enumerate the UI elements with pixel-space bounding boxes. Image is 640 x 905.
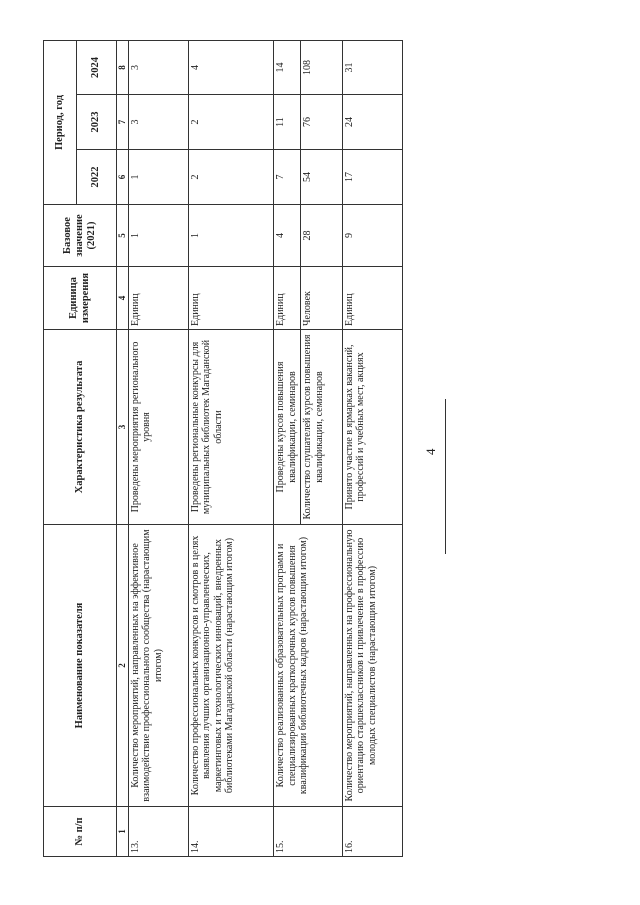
- table-row: [188, 40, 273, 856]
- table-row: [342, 40, 402, 856]
- value-2023: 24: [342, 95, 402, 150]
- divider-line: [445, 399, 446, 554]
- column-index: 3: [116, 330, 128, 525]
- indicator-name: Количество реализованных образовательных программ и специализированных краткосрочных курсов повышения квалификации библиотечных кадров (нарастающим итогом): [274, 525, 343, 807]
- value-2023: 3: [128, 95, 188, 150]
- unit: Единиц: [128, 267, 188, 330]
- header-base: Базовое значение (2021): [44, 205, 117, 267]
- result-description: Количество слушателей курсов повышения квалификации, семинаров: [301, 330, 343, 525]
- result-description: Проведены курсов повышения квалификации, семинаров: [274, 330, 301, 525]
- column-index: 8: [116, 40, 128, 94]
- header-num: № п/п: [44, 807, 117, 857]
- value-2023: 11: [274, 95, 301, 150]
- indicators-table: [43, 40, 403, 857]
- header-unit: Единица измерения: [44, 267, 117, 330]
- value-2024: 14: [274, 40, 301, 94]
- header-result: Характеристика результата: [44, 330, 117, 525]
- unit: Единиц: [342, 267, 402, 330]
- base-value: 1: [188, 205, 273, 267]
- header-year-2024: 2024: [77, 40, 117, 94]
- column-index: 2: [116, 525, 128, 807]
- header-name: Наименование показателя: [44, 525, 117, 807]
- value-2024: 4: [188, 40, 273, 94]
- indicator-name: Количество мероприятий, направленных на профессиональную ориентацию старшеклассников и привлечение в профессию молодых специалистов (нарастающим итогом): [342, 525, 402, 807]
- column-index: 1: [116, 807, 128, 857]
- unit: Человек: [301, 267, 343, 330]
- header-year-2022: 2022: [77, 150, 117, 205]
- unit: Единиц: [274, 267, 301, 330]
- indicator-name: Количество профессиональных конкурсов и смотров в целях выявления лучших организационно-управленческих, маркетинговых и технологических инноваций, внедренных библиотеками Магаданской области (нарастающим итогом): [188, 525, 273, 807]
- table-row: [128, 40, 188, 856]
- indicator-name: Количество мероприятий, направленных на эффективное взаимодействие профессионального сообщества (нарастающим итогом): [128, 525, 188, 807]
- base-value: 1: [128, 205, 188, 267]
- value-2022: 7: [274, 150, 301, 205]
- column-index: 7: [116, 95, 128, 150]
- value-2024: 31: [342, 40, 402, 94]
- header-period: Период, год: [44, 40, 77, 204]
- base-value: 4: [274, 205, 301, 267]
- value-2022: 2: [188, 150, 273, 205]
- header-year-2023: 2023: [77, 95, 117, 150]
- value-2024: 108: [301, 40, 343, 94]
- row-number: 14.: [188, 807, 273, 857]
- unit: Единиц: [188, 267, 273, 330]
- value-2023: 76: [301, 95, 343, 150]
- base-value: 28: [301, 205, 343, 267]
- value-2023: 2: [188, 95, 273, 150]
- row-number: 15.: [274, 807, 343, 857]
- rotated-page: [43, 41, 438, 857]
- result-description: Проведены региональные конкурсы для муниципальных библиотек Магаданской области: [188, 330, 273, 525]
- value-2024: 3: [128, 40, 188, 94]
- row-number: 16.: [342, 807, 402, 857]
- column-index: 4: [116, 267, 128, 330]
- result-description: Проведены мероприятия регионального уровня: [128, 330, 188, 525]
- page-number: 4: [423, 448, 438, 455]
- value-2022: 17: [342, 150, 402, 205]
- base-value: 9: [342, 205, 402, 267]
- column-index: 5: [116, 205, 128, 267]
- value-2022: 54: [301, 150, 343, 205]
- result-description: Принято участие в ярмарках вакансий, профессий и учебных мест, акциях: [342, 330, 402, 525]
- value-2022: 1: [128, 150, 188, 205]
- column-index: 6: [116, 150, 128, 205]
- row-number: 13.: [128, 807, 188, 857]
- table-row: [274, 40, 301, 856]
- column-index-row: [116, 40, 128, 856]
